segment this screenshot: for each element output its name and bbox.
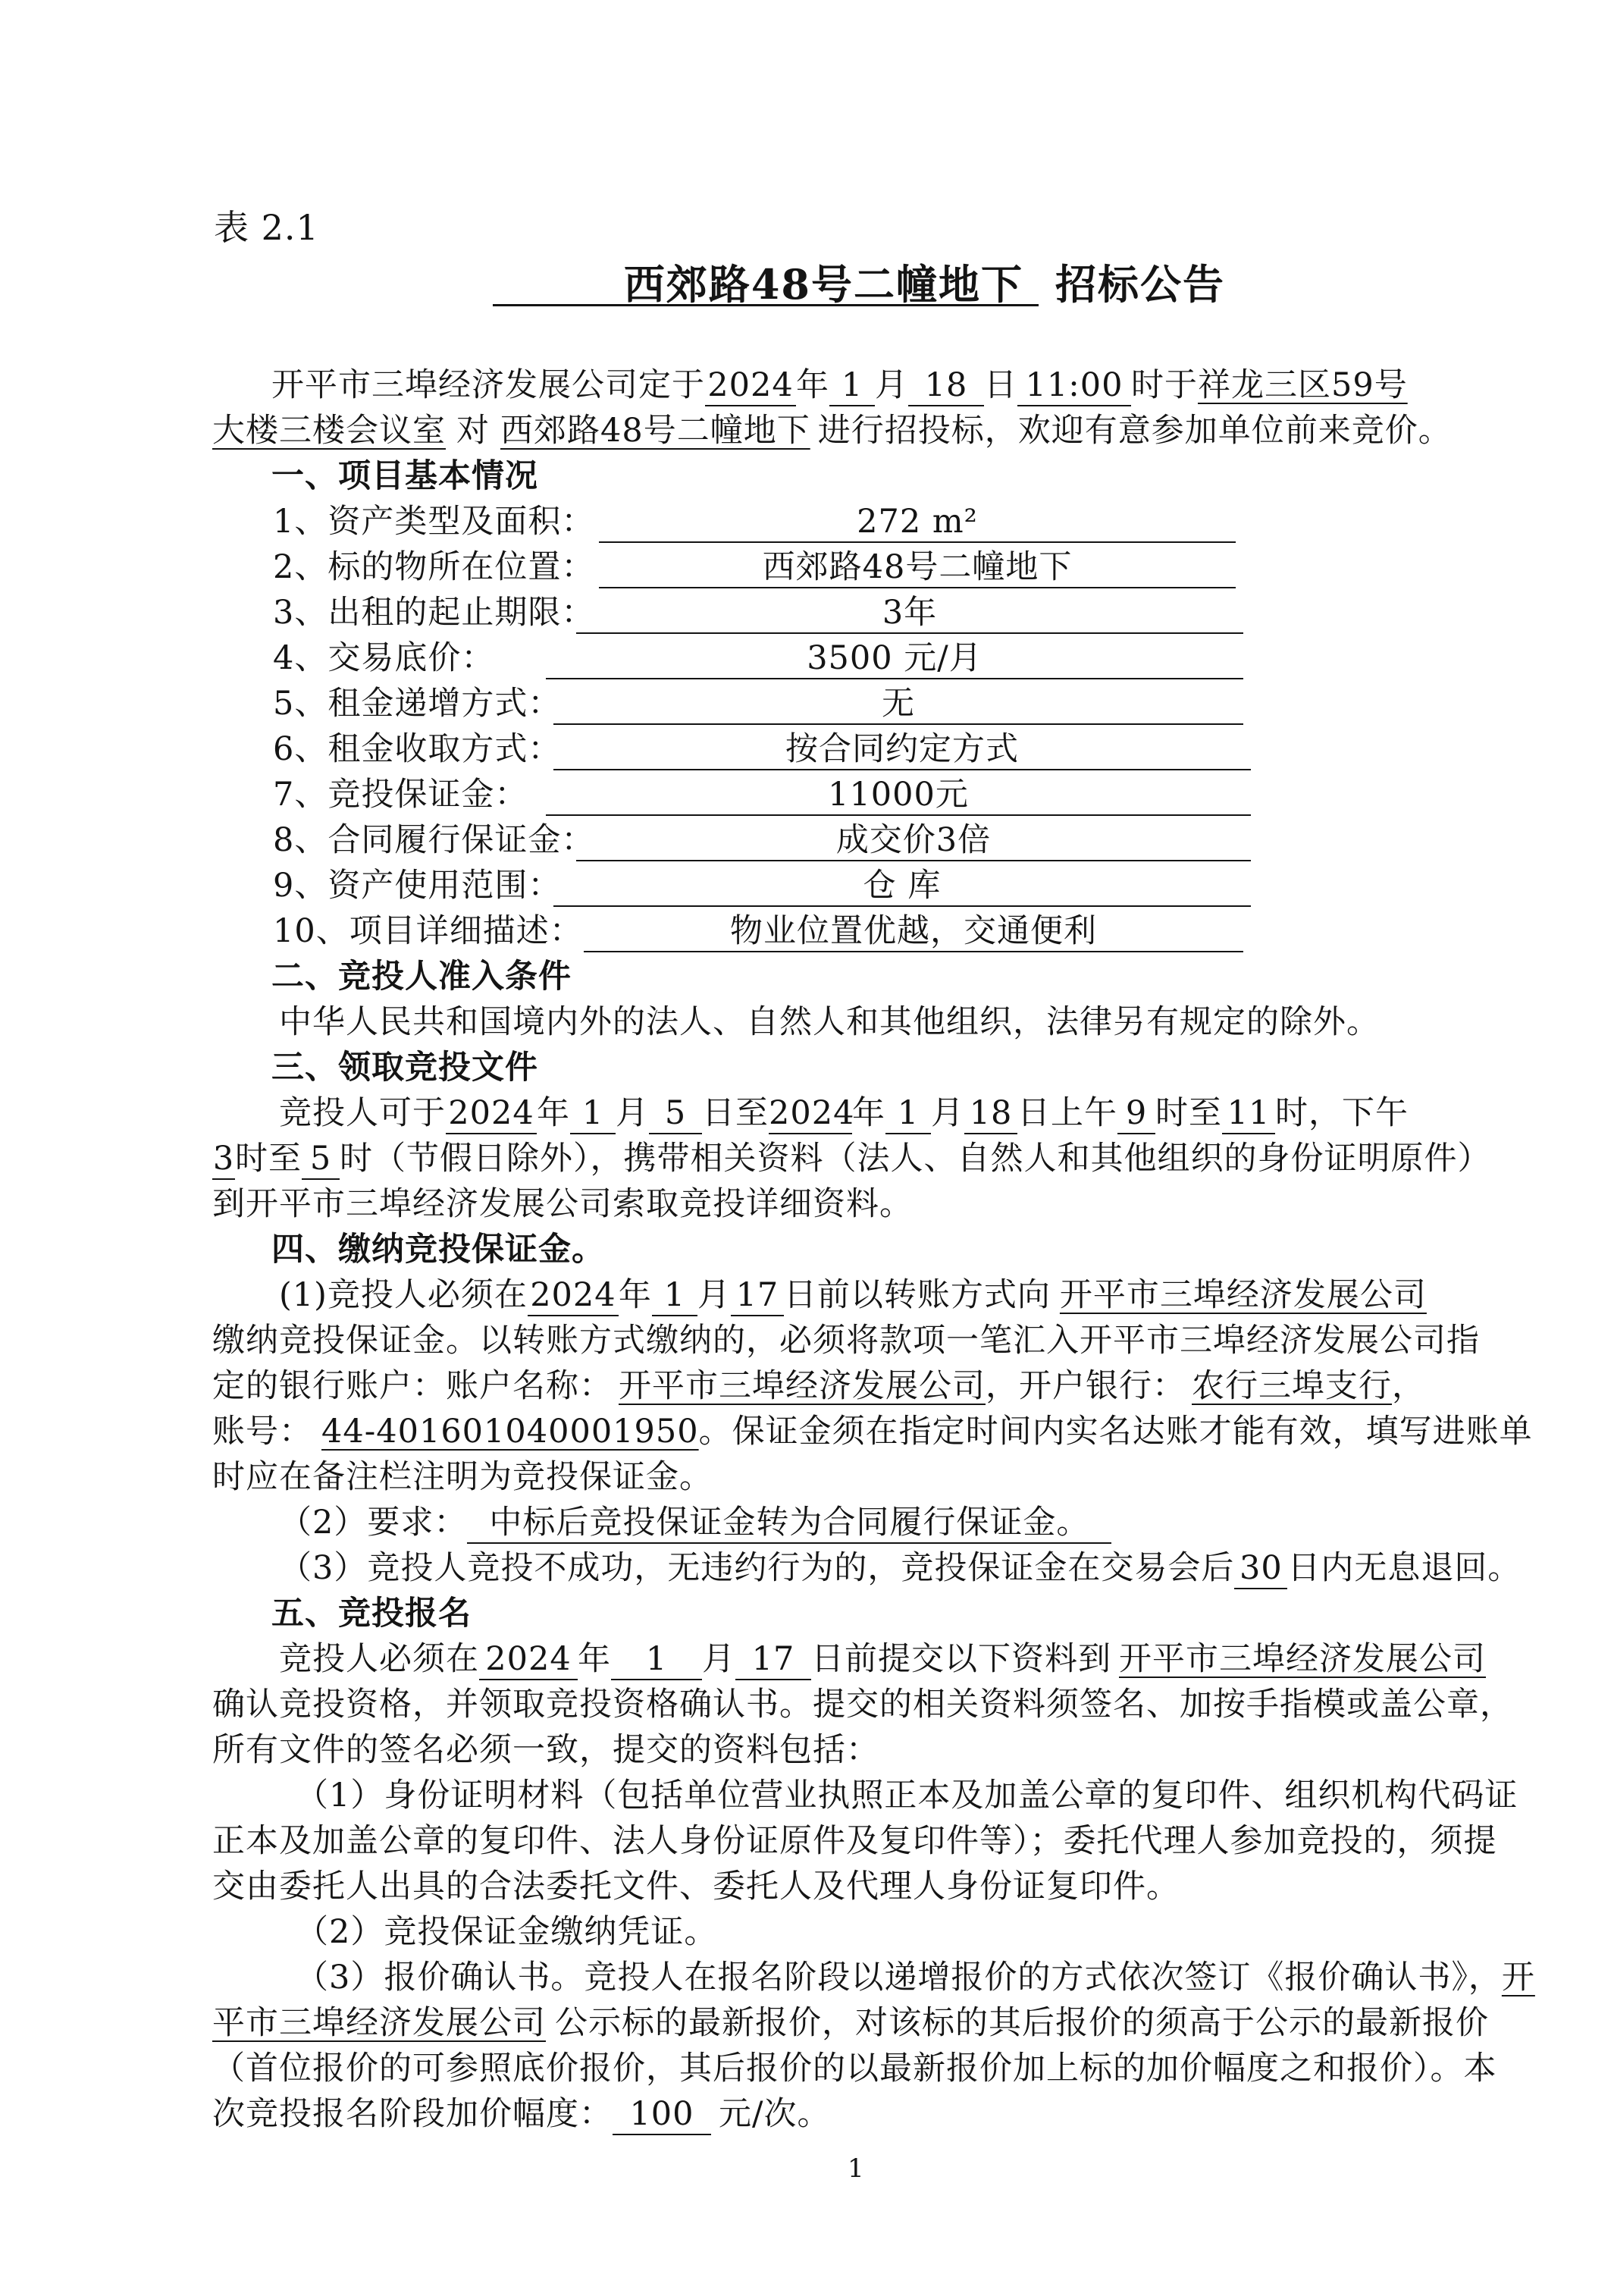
item-row: 10、项目详细描述： 物业位置优越，交通便利	[273, 908, 1243, 954]
section-3-heading: 三、领取竞投文件	[271, 1049, 538, 1087]
section-4-p1-line-3: 定的银行账户：账户名称： 开平市三埠经济发展公司，开户银行： 农行三埠支行，	[212, 1367, 1425, 1405]
section-5-item-3-line-1: （3）报价确认书。竞投人在报名阶段以递增报价的方式依次签订《报价确认书》，开	[296, 1959, 1535, 1996]
section-5-item-1-line-3: 交由委托人出具的合法委托文件、委托人及代理人身份证复印件。	[212, 1868, 1180, 1905]
item-row: 6、租金收取方式： 按合同约定方式	[273, 726, 1251, 772]
section-4-p1-line-5: 时应在备注栏注明为竞投保证金。	[212, 1458, 713, 1496]
section-5-p-line-3: 所有文件的签名必须一致，提交的资料包括：	[212, 1731, 879, 1769]
section-5-heading: 五、竞投报名	[271, 1595, 472, 1633]
section-5-item-1-line-1: （1）身份证明材料（包括单位营业执照正本及加盖公章的复印件、组织机构代码证	[296, 1777, 1518, 1815]
item-row: 8、合同履行保证金： 成交价3倍	[273, 817, 1251, 863]
section-4-p1-line-2: 缴纳竞投保证金。以转账方式缴纳的，必须将款项一笔汇入开平市三埠经济发展公司指	[212, 1322, 1480, 1360]
item-row: 9、资产使用范围： 仓 库	[273, 863, 1251, 908]
section-3-line-3: 到开平市三埠经济发展公司索取竞投详细资料。	[212, 1185, 913, 1223]
section-5-item-3-line-4: 次竞投报名阶段加价幅度： 100 元/次。	[212, 2091, 831, 2137]
section-4-p1-line-1: (1)竞投人必须在2024年 1 月 17 日前以转账方式向 开平市三埠经济发展公司	[279, 1272, 1427, 1318]
section-5-item-1-line-2: 正本及加盖公章的复印件、法人身份证原件及复印件等）；委托代理人参加竞投的，须提	[212, 1822, 1497, 1860]
item-row: 5、租金递增方式： 无	[273, 681, 1243, 726]
item-row: 1、资产类型及面积： 272 m²	[273, 499, 1236, 544]
intro-line-1: 开平市三埠经济发展公司定于2024年 1 月 18 日 11:00 时于祥龙三区59号	[271, 362, 1408, 408]
page-title	[493, 262, 1225, 307]
section-1-heading: 一、项目基本情况	[271, 457, 538, 495]
table-label: 表 2.1	[214, 207, 319, 248]
item-row: 4、交易底价： 3500 元/月	[273, 635, 1243, 681]
section-5-p-line-2: 确认竞投资格，并领取竞投资格确认书。提交的相关资料须签名、加按手指模或盖公章，	[212, 1686, 1513, 1724]
section-5-item-3-line-2: 平市三埠经济发展公司 公示标的最新报价，对该标的其后报价的须高于公示的最新报价	[212, 2004, 1489, 2042]
section-4-p3: （3）竞投人竞投不成功，无违约行为的，竞投保证金在交易会后 30 日内无息退回。	[279, 1545, 1521, 1591]
section-5-item-2: （2）竞投保证金缴纳凭证。	[296, 1913, 718, 1951]
item-row: 2、标的物所在位置： 西郊路48号二幢地下	[273, 544, 1236, 590]
page-number: 1	[848, 2153, 864, 2184]
section-3-line-1: 竞投人可于2024年 1 月 5 日至2024年 1 月 18 日上午 9 时至 11 时，下午	[279, 1090, 1409, 1136]
intro-line-2: 大楼三楼会议室 对 西郊路48号二幢地下 进行招投标，欢迎有意参加单位前来竞价。	[212, 412, 1452, 450]
item-row: 7、竞投保证金： 11000元	[273, 772, 1251, 817]
section-3-line-2: 3时至 5 时（节假日除外），携带相关资料（法人、自然人和其他组织的身份证明原件）	[212, 1136, 1491, 1181]
title-suffix: 招标公告	[1055, 260, 1225, 309]
title-project: 西郊路48号二幢地下	[493, 265, 1039, 306]
section-5-item-3-line-3: （首位报价的可参照底价报价，其后报价的以最新报价加上标的加价幅度之和报价）。本	[212, 2050, 1497, 2087]
section-2-heading: 二、竞投人准入条件	[271, 958, 572, 996]
section-4-p2: （2）要求： 中标后竞投保证金转为合同履行保证金。	[279, 1500, 1111, 1545]
section-2-text: 中华人民共和国境内外的法人、自然人和其他组织，法律另有规定的除外。	[279, 1003, 1380, 1041]
section-4-heading: 四、缴纳竞投保证金。	[271, 1231, 605, 1269]
item-row: 3、出租的起止期限： 3年	[273, 590, 1243, 635]
section-5-p-line-1: 竞投人必须在 2024 年 1 月 17 日前提交以下资料到 开平市三埠经济发展公司	[279, 1636, 1486, 1682]
section-4-p1-line-4: 账号： 44-401601040001950。保证金须在指定时间内实名达账才能有效，填写进账单	[212, 1413, 1533, 1451]
